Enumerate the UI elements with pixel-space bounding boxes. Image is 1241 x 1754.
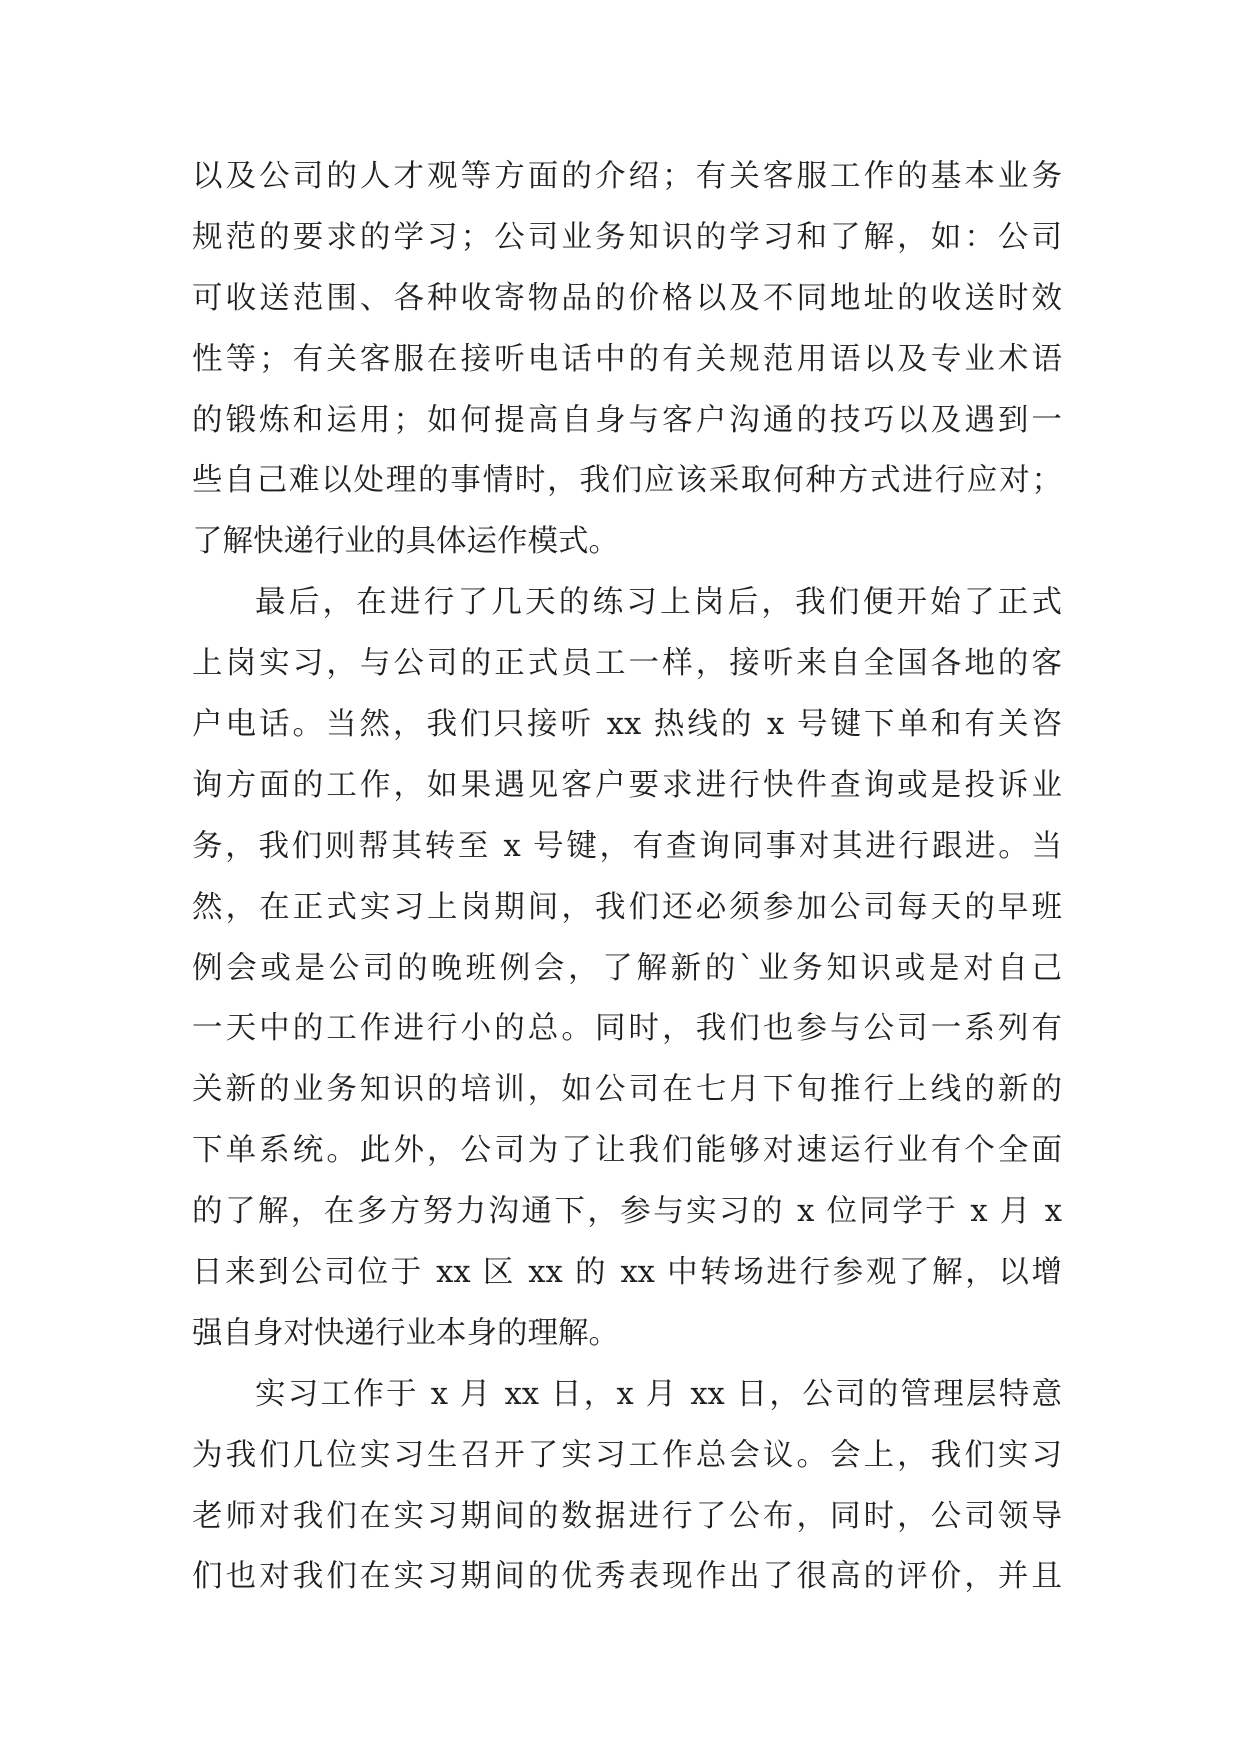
text-line: 关新的业务知识的培训，如公司在七月下旬推行上线的新的	[192, 1072, 1062, 1108]
text-line: 下单系统。此外，公司为了让我们能够对速运行业有个全面	[192, 1133, 1062, 1169]
text-line: 一天中的工作进行小的总。同时，我们也参与公司一系列有	[192, 1011, 1062, 1047]
text-line: 上岗实习，与公司的正式员工一样，接听来自全国各地的客	[192, 646, 1062, 682]
paragraph-2	[192, 573, 1062, 1365]
text-line: 为我们几位实习生召开了实习工作总会议。会上，我们实习	[192, 1437, 1062, 1473]
text-line: 例会或是公司的晚班例会，了解新的`业务知识或是对自己	[192, 950, 1062, 986]
text-line: 可收送范围、各种收寄物品的价格以及不同地址的收送时效	[192, 280, 1062, 316]
text-line: 然，在正式实习上岗期间，我们还必须参加公司每天的早班	[192, 889, 1062, 925]
text-line: 以及公司的人才观等方面的介绍；有关客服工作的基本业务	[192, 159, 1062, 194]
text-line: 规范的要求的学习；公司业务知识的学习和了解，如：公司	[192, 219, 1062, 255]
document-body	[192, 147, 1062, 1608]
text-line: 询方面的工作，如果遇见客户要求进行快件查询或是投诉业	[192, 767, 1062, 803]
text-line: 日来到公司位于 xx 区 xx 的 xx 中转场进行参观了解，以增	[192, 1255, 1062, 1291]
text-line: 性等；有关客服在接听电话中的有关规范用语以及专业术语	[192, 341, 1062, 377]
text-line: 强自身对快递行业本身的理解。	[192, 1315, 619, 1351]
text-line: 们也对我们在实习期间的优秀表现作出了很高的评价，并且	[192, 1559, 1062, 1595]
text-line: 务，我们则帮其转至 x 号键，有查询同事对其进行跟进。当	[192, 828, 1062, 864]
text-line: 最后，在进行了几天的练习上岗后，我们便开始了正式	[255, 585, 1062, 621]
text-line: 些自己难以处理的事情时，我们应该采取何种方式进行应对；	[192, 463, 1062, 499]
paragraph-1	[192, 147, 1062, 573]
text-line: 户电话。当然，我们只接听 xx 热线的 x 号键下单和有关咨	[192, 707, 1062, 743]
text-line: 的了解，在多方努力沟通下，参与实习的 x 位同学于 x 月 x	[192, 1194, 1062, 1230]
text-line: 了解快递行业的具体运作模式。	[192, 524, 619, 560]
paragraph-3	[192, 1365, 1062, 1609]
text-line: 的锻炼和运用；如何提高自身与客户沟通的技巧以及遇到一	[192, 402, 1062, 438]
text-line: 老师对我们在实习期间的数据进行了公布，同时，公司领导	[192, 1498, 1062, 1534]
text-line: 实习工作于 x 月 xx 日，x 月 xx 日，公司的管理层特意	[255, 1376, 1062, 1412]
